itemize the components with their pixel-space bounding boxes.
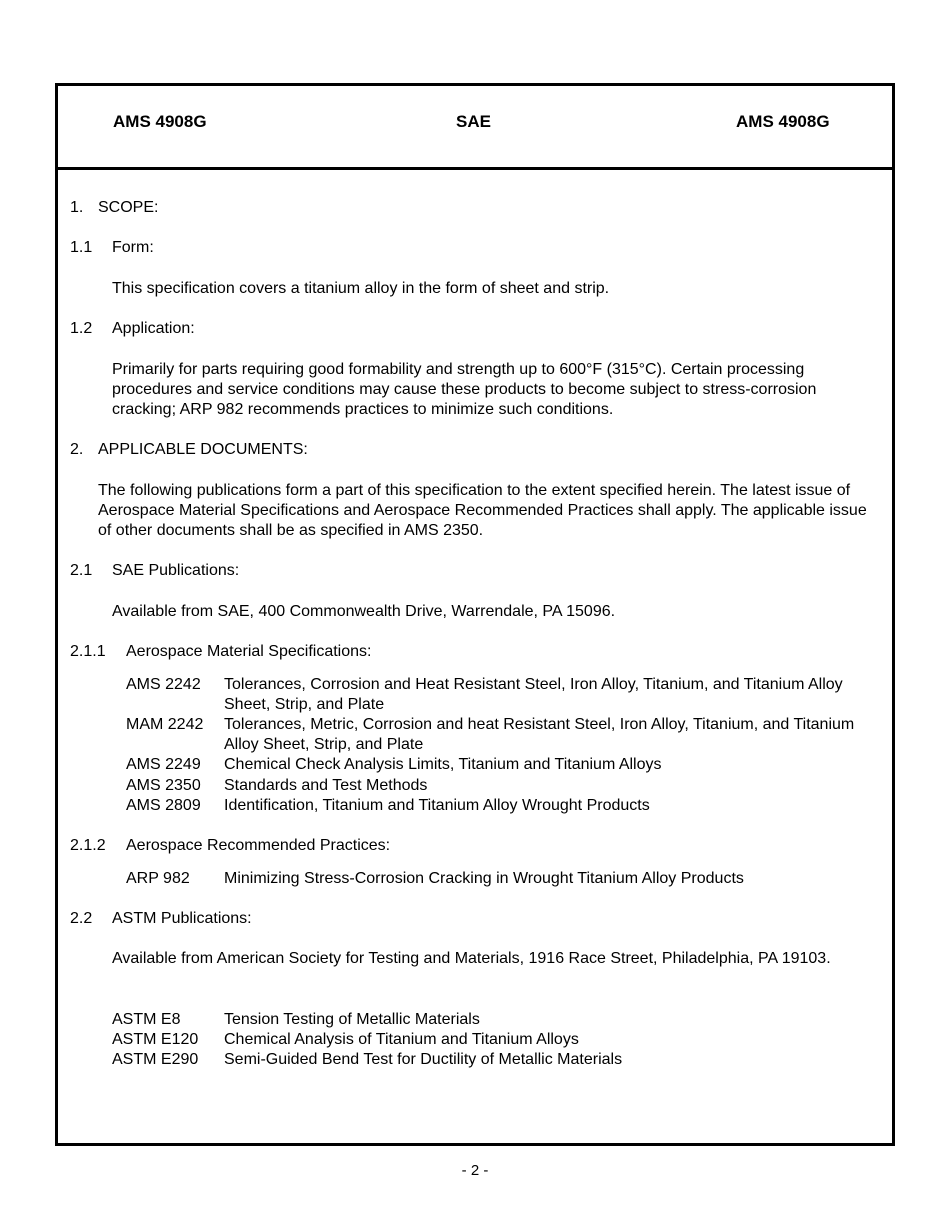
reference-code: AMS 2249 (126, 756, 201, 773)
section-1-number: 1. (70, 199, 84, 216)
section-1-2-text: Primarily for parts requiring good formability and strength up to 600°F (315°C). Certain processing procedures and service conditions may cause these products to become subject to stress-corrosion cracking; ARP 982 recommends practices to minimize such conditions. (112, 361, 817, 419)
section-2-1-1-title: Aerospace Material Specifications: (126, 643, 372, 660)
reference-description: Chemical Analysis of Titanium and Titanium Alloys (224, 1031, 579, 1048)
section-2-1-2-title: Aerospace Recommended Practices: (126, 837, 391, 854)
reference-description: Tolerances, Metric, Corrosion and heat Resistant Steel, Iron Alloy, Titanium, and Titanium Alloy Sheet, Strip, and Plate (224, 716, 855, 754)
section-2-1-1-number: 2.1.1 (70, 643, 106, 660)
reference-code: AMS 2350 (126, 777, 201, 794)
reference-description: Chemical Check Analysis Limits, Titanium and Titanium Alloys (224, 756, 662, 773)
reference-description: Tolerances, Corrosion and Heat Resistant Steel, Iron Alloy, Titanium, and Titanium Alloy Sheet, Strip, and Plate (224, 676, 843, 714)
reference-description: Identification, Titanium and Titanium Alloy Wrought Products (224, 797, 650, 814)
section-2-1-text: Available from SAE, 400 Commonwealth Drive, Warrendale, PA 15096. (112, 603, 616, 620)
header-org: SAE (456, 112, 491, 131)
header-spec-left: AMS 4908G (113, 112, 207, 131)
section-2-2-title: ASTM Publications: (112, 910, 252, 927)
header-spec-right: AMS 4908G (736, 112, 830, 131)
reference-code: ARP 982 (126, 870, 190, 887)
reference-code: ASTM E8 (112, 1011, 181, 1028)
reference-code: AMS 2242 (126, 676, 201, 693)
reference-code: AMS 2809 (126, 797, 201, 814)
reference-code: ASTM E120 (112, 1031, 199, 1048)
section-2-1-title: SAE Publications: (112, 562, 240, 579)
section-2-1-number: 2.1 (70, 562, 93, 579)
page-header (58, 86, 892, 170)
section-1-2-title: Application: (112, 320, 195, 337)
reference-code: ASTM E290 (112, 1051, 199, 1068)
section-2-title: APPLICABLE DOCUMENTS: (98, 441, 308, 458)
reference-description: Semi-Guided Bend Test for Ductility of Metallic Materials (224, 1051, 623, 1068)
section-1-2-number: 1.2 (70, 320, 93, 337)
section-1-1-number: 1.1 (70, 239, 93, 256)
reference-description: Standards and Test Methods (224, 777, 428, 794)
section-1-1-title: Form: (112, 239, 154, 256)
page-number: - 2 - (461, 1162, 489, 1179)
section-2-2-text: Available from American Society for Testing and Materials, 1916 Race Street, Philadelphia, PA 19103. (112, 950, 831, 967)
reference-code: MAM 2242 (126, 716, 204, 733)
section-1-1-text: This specification covers a titanium alloy in the form of sheet and strip. (112, 280, 610, 297)
section-1-title: SCOPE: (98, 199, 159, 216)
section-2-1-2-number: 2.1.2 (70, 837, 106, 854)
reference-description: Minimizing Stress-Corrosion Cracking in Wrought Titanium Alloy Products (224, 870, 744, 887)
section-2-2-number: 2.2 (70, 910, 93, 927)
section-2-number: 2. (70, 441, 84, 458)
section-2-text: The following publications form a part of this specification to the extent specified herein. The latest issue of Aerospace Material Specifications and Aerospace Recommended Practices shall apply. The applicable issue of other documents shall be as specified in AMS 2350. (98, 482, 867, 540)
reference-description: Tension Testing of Metallic Materials (224, 1011, 480, 1028)
